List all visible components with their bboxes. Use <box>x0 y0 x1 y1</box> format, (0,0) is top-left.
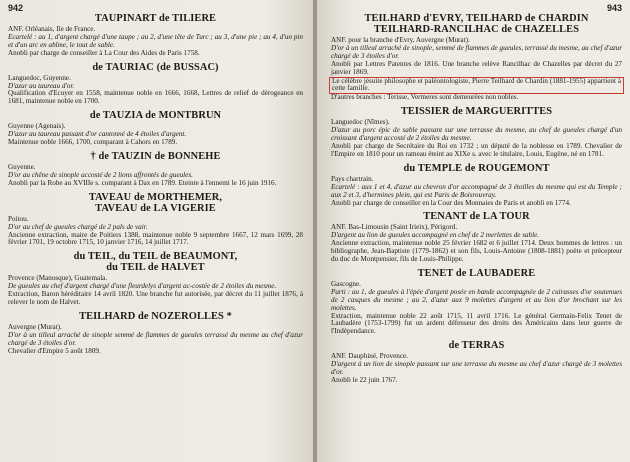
entry-text: Anobli le 22 juin 1767. <box>331 376 398 384</box>
blazon-text: D'azur au taureau passant d'or cantonné de 4 étoiles d'argent. <box>8 130 187 139</box>
blazon-text: D'or à un tilleul arraché de sinople semmé de flammes de gueules terrassé du mesme au chef d'azur chargé de 3 étoiles d'or. <box>8 330 303 347</box>
right-page-number: 943 <box>606 3 622 13</box>
entry-text: Anobli par Lettres Patentes de 1816. Une branche relève Rancilhac de Chazelles par décret du 27 janvier 1869. <box>331 59 622 76</box>
entry-text: Anobli par la Robe au XVIIIe s. comparant à Dax en 1789. Eteinte à l'ennemi le 16 juin 1916. <box>8 178 277 187</box>
blazon-text: D'or au chêne de sinople accosté de 2 lions affrontés de gueules. <box>8 170 193 179</box>
entry-text: Extraction, Baron héréditaire 14 avril 1820. Une branche fut autorisée, par décret du 11 juillet 1876, à relever le nom de Halvet. <box>8 290 303 307</box>
entry-text: Provence (Manosque), Guatemala. <box>8 274 108 283</box>
left-entries <box>8 13 303 360</box>
armorial-entry <box>8 110 303 147</box>
entry-text: Guyenne (Agenais). <box>8 122 66 131</box>
left-page-number: 942 <box>8 3 24 13</box>
family-name-heading: TAUPINART de TILIERE <box>94 13 217 24</box>
family-name-heading: TENANT de LA TOUR <box>423 211 530 223</box>
left-page <box>0 0 313 462</box>
blazon-text: D'argent à un lion de sinople passant sur une terrasse du mesme au chef d'azur chargé de 3 molettes d'or. <box>331 360 622 377</box>
entry-text: Qualification d'Ecuyer en 1558, maintenue noble en 1666, 1668, Lettres de relief de dérogeance en 1681, maintenue noble en 1700. <box>8 89 303 106</box>
family-name-heading: † de TAUZIN de BONNEHE <box>90 150 221 162</box>
entry-text: ANF. pour la branche d'Evry, Auvergne (Murat). <box>331 36 470 44</box>
armorial-entry <box>331 340 622 385</box>
entry-text: Poitou. <box>8 214 29 223</box>
blazon-text: D'or à un tilleul arraché de sinople, semmé de flammes de gueules, terrassé du mesme, au chef d'azur chargé de 3 étoiles d'or. <box>331 43 623 60</box>
entry-text: Pays chartrain. <box>331 174 374 183</box>
armorial-entry <box>8 151 303 188</box>
blazon-text: Ecartelé : aux 1 et 4, d'azur au chevron d'or accompagné de 3 étoilles du mesme qui est du Temple ; aux 2 et 3, d'hermines plein, qui est Paris de Boisrouvray. <box>331 182 622 199</box>
entry-text: Anobli par charge de conseiller à La Cour des Aides de Paris 1758. <box>8 48 200 57</box>
entry-text: Ancienne extraction, maintenue noble 25 février 1682 et 6 juillet 1714. Deux hommes de lettres : un bibliographe, Jean-Baptiste (1779-1862) et son fils, Louis-Antoine (1808-1881) poète et précepteur du duc de Montpensier, fils de Louis-Philippe. <box>331 239 622 264</box>
blazon-text: De gueules au chef d'argent chargé d'une fleurdelys d'argent ac-costée de 2 étoiles du mesme. <box>8 282 277 291</box>
highlighted-note: Le célèbre jésuite philosophe et paléontologiste, Pierre Teilhard de Chardin (1881-1955) appartient à cette famille. <box>329 77 624 95</box>
entry-text: Languedoc, Guyenne. <box>8 73 71 82</box>
entry-text: Guyenne. <box>8 162 36 171</box>
entry-text: ANF. Bas-Limousin (Saint Irieix), Périgord. <box>331 223 458 232</box>
family-name-heading: de TAURIAC (de BUSSAC) <box>92 61 219 73</box>
armorial-entry <box>8 311 303 356</box>
family-name-heading: du TEMPLE de ROUGEMONT <box>403 162 550 174</box>
armorial-entry <box>8 62 303 107</box>
blazon-text: D'azur au porc épic de sable passant sur une terrasse du mesme, au chef de gueules chargé d'un croissant d'argent accosté de 2 étoiles du mesme. <box>331 126 622 143</box>
blazon-text: Parti : au 1, de gueules à l'épée d'argent posée en bande accompagnée de 2 cuirasses d'or soutenues de 2 casques du mesme ; au 2, d'azur aux 9 molettes d'argent et au lion d'or brochant sur les molettes. <box>331 287 622 312</box>
armorial-entry <box>8 251 303 307</box>
right-entries <box>331 13 622 389</box>
armorial-entry <box>331 268 622 336</box>
family-name-heading: TAVEAU de MORTHEMER, <box>88 191 223 203</box>
blazon-text: D'azur au taureau d'or. <box>8 81 75 90</box>
family-name-heading: TEILHARD de NOZEROLLES * <box>79 310 232 322</box>
blazon-text: D'or au chef de gueules chargé de 2 pals de vair. <box>8 222 148 231</box>
blazon-text: Ecartelé : au 1, d'argent chargé d'une taupe ; au 2, d'une tête de Turc ; au 3, d'une pie ; au 4, d'un pin et d'un arc en abîme, le tout de sable. <box>8 32 303 49</box>
entry-text: Gascogne. <box>331 279 361 288</box>
family-name-heading: de TERRAS <box>448 340 505 352</box>
armorial-entry <box>8 192 303 248</box>
armorial-entry <box>331 211 622 264</box>
entry-text: Languedoc (Nîmes). <box>331 118 390 127</box>
entry-text: Anobli par charge de conseiller en la Cour des Monnaies de Paris et anobli en 1774. <box>331 198 571 207</box>
family-name-heading: TAVEAU de LA VIGERIE <box>95 202 216 214</box>
entry-text: Extraction, maintenue noble 22 août 1715, 11 avril 1716. Le général Germain-Felix Tenet de Laubadère (1753-1799) fut un ardent défenseur des droits des Américains dans leur guerre de l'Indépendance. <box>331 311 622 336</box>
armorial-entry <box>331 106 622 159</box>
entry-text: Anobli par charge de Secrétaire du Roi en 1732 ; un député de la noblesse en 1789. Chevalier de l'Empire en 1810 pour un rameau éteint au XIXe s. avec le titulaire, Louis, Eugène, né en 1781. <box>331 141 622 158</box>
blazon-text: D'argent au lion de gueules accompagné en chef de 2 merlettes de sable. <box>331 231 540 240</box>
armorial-entry <box>8 13 303 58</box>
armorial-entry <box>331 163 622 208</box>
family-name-heading: de TAUZIA de MONTBRUN <box>89 110 222 122</box>
family-name-heading: TEISSIER de MARGUERITTES <box>400 106 553 118</box>
family-name-heading: TEILHARD-RANCILHAC de CHAZELLES <box>373 24 580 35</box>
entry-text: Ancienne extraction, maire de Poitiers 1388, maintenue noble 9 septembre 1667, 12 mars 1699, 28 février 1701, 19 octobre 1715, 10 janvier 1716, 14 juillet 1717. <box>8 230 303 247</box>
family-name-heading: TEILHARD d'EVRY, TEILHARD de CHARDIN <box>364 13 589 24</box>
entry-text: ANF. Dauphiné, Provence. <box>331 352 408 361</box>
entry-text: Chevalier d'Empire 5 août 1809. <box>8 346 101 355</box>
entry-text: D'autres branches : Terisse, Vermeres sont demeurées non nobles. <box>331 93 519 102</box>
entry-text: Auvergne (Murat). <box>8 322 62 331</box>
right-page <box>317 0 630 462</box>
family-name-heading: du TEIL de HALVET <box>106 262 205 274</box>
family-name-heading: TENET de LAUBADERE <box>417 267 536 279</box>
armorial-entry <box>331 13 622 102</box>
family-name-heading: du TEIL, du TEIL de BEAUMONT, <box>73 251 238 263</box>
entry-text: Maintenue noble 1666, 1700, comparant à Cahors en 1789. <box>8 138 178 147</box>
entry-text: ANF. Orléanais, Ile de France. <box>8 25 96 33</box>
